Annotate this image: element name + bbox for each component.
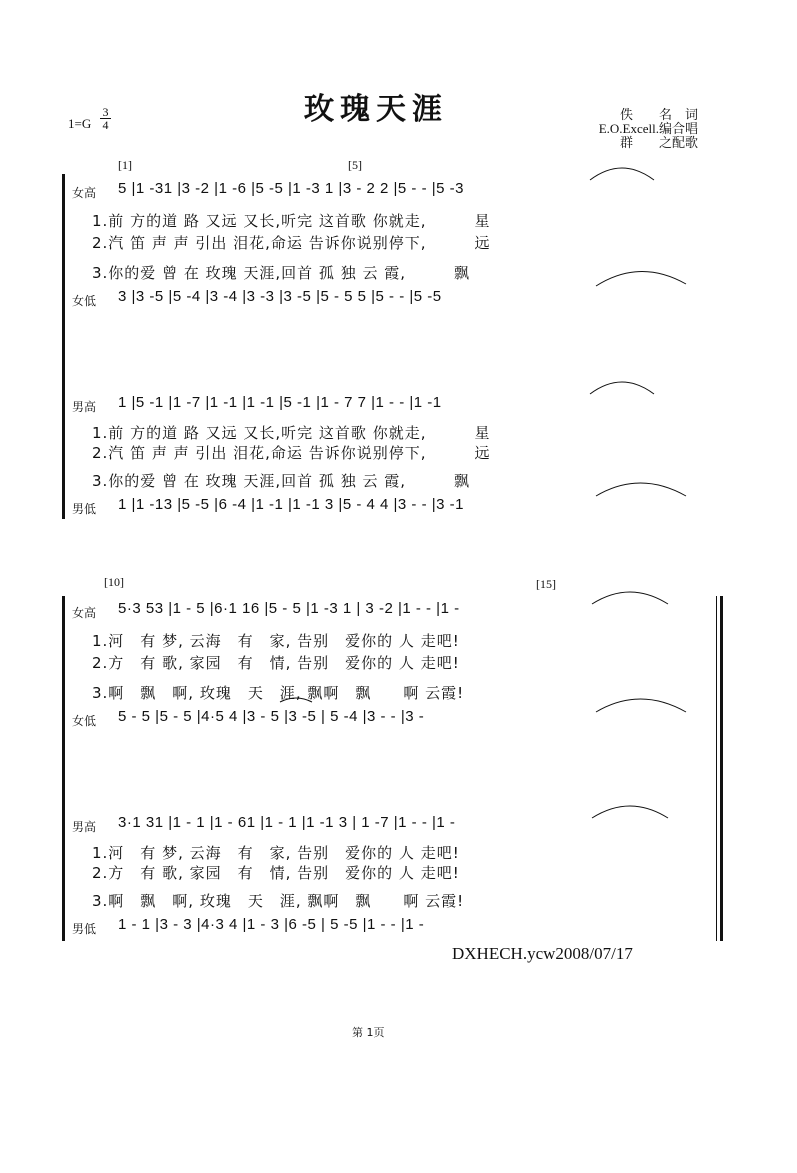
credit-arranger: E.O.Excell.编合唱 [598, 121, 698, 136]
lyric-line: 3.你的爱 曾 在 玫瑰 天涯,回首 孤 独 云 霞, 飘 [92, 264, 470, 282]
voice-label: 女低 [72, 714, 97, 728]
credit-lyricist: 佚 名 词 [619, 107, 698, 122]
voice-label: 女低 [72, 294, 97, 308]
lyric-line: 1.前 方的道 路 又远 又长,听完 这首歌 你就走, 星 [92, 212, 491, 230]
notes-line: 5 - 5 |5 - 5 |4·5 4 |3 - 5 |3 -5 | 5 -4 |3 - - |3 - [118, 708, 425, 725]
time-signature-bottom: 4 [102, 118, 109, 132]
lyric-line: 1.河 有 梦, 云海 有 家, 告别 爱你的 人 走吧! [92, 844, 460, 862]
lyric-line: 1.前 方的道 路 又远 又长,听完 这首歌 你就走, 星 [92, 424, 491, 442]
credit-composer: 群 之配歌 [619, 135, 698, 150]
notes-line: 1 |5 -1 |1 -7 |1 -1 |1 -1 |5 -1 |1 - 7 7 |1 - - |1 -1 [118, 394, 442, 411]
voice-label: 男低 [72, 502, 97, 516]
lyric-line: 3.你的爱 曾 在 玫瑰 天涯,回首 孤 独 云 霞, 飘 [92, 472, 470, 490]
notes-line: 3 |3 -5 |5 -4 |3 -4 |3 -3 |3 -5 |5 - 5 5 |5 - - |5 -5 [118, 288, 442, 305]
lyric-line: 2.方 有 歌, 家园 有 情, 告别 爱你的 人 走吧! [92, 654, 460, 672]
voice-label: 男低 [72, 922, 97, 936]
lyric-line: 1.河 有 梦, 云海 有 家, 告别 爱你的 人 走吧! [92, 632, 460, 650]
lyric-line: 3.啊 飘 啊, 玫瑰 天 涯, 飘啊 飘 啊 云霞! [92, 684, 465, 702]
page-number: 第 1页 [352, 1026, 385, 1039]
key-signature: 1=G [68, 116, 92, 131]
voice-label: 女高 [72, 606, 97, 620]
measure-mark: [15] [536, 577, 556, 591]
credits [548, 108, 698, 150]
measure-mark: [10] [104, 575, 124, 589]
lyric-line: 3.啊 飘 啊, 玫瑰 天 涯, 飘啊 飘 啊 云霞! [92, 892, 465, 910]
voice-label: 男高 [72, 820, 97, 834]
voice-label: 男高 [72, 400, 97, 414]
notes-line: 1 |1 -13 |5 -5 |6 -4 |1 -1 |1 -1 3 |5 - 4 4 |3 - - |3 -1 [118, 496, 464, 513]
notes-line: 1 - 1 |3 - 3 |4·3 4 |1 - 3 |6 -5 | 5 -5 |1 - - |1 - [118, 916, 425, 933]
song-title: 玫瑰天涯 [304, 92, 448, 127]
voice-label: 女高 [72, 186, 97, 200]
notes-line: 5·3 53 |1 - 5 |6·1 16 |5 - 5 |1 -3 1 | 3 -2 |1 - - |1 - [118, 600, 460, 617]
lyric-line: 2.汽 笛 声 声 引出 泪花,命运 告诉你说别停下, 远 [92, 234, 491, 252]
notes-line: 3·1 31 |1 - 1 |1 - 61 |1 - 1 |1 -1 3 | 1 -7 |1 - - |1 - [118, 814, 456, 831]
time-signature-top: 3 [102, 105, 109, 119]
date-stamp: DXHECH.ycw2008/07/17 [452, 944, 633, 963]
lyric-line: 2.汽 笛 声 声 引出 泪花,命运 告诉你说别停下, 远 [92, 444, 491, 462]
measure-mark: [5] [348, 158, 362, 172]
notes-line: 5 |1 -31 |3 -2 |1 -6 |5 -5 |1 -3 1 |3 - 2 2 |5 - - |5 -3 [118, 180, 464, 197]
lyric-line: 2.方 有 歌, 家园 有 情, 告别 爱你的 人 走吧! [92, 864, 460, 882]
time-signature [100, 106, 111, 131]
measure-mark: [1] [118, 158, 132, 172]
